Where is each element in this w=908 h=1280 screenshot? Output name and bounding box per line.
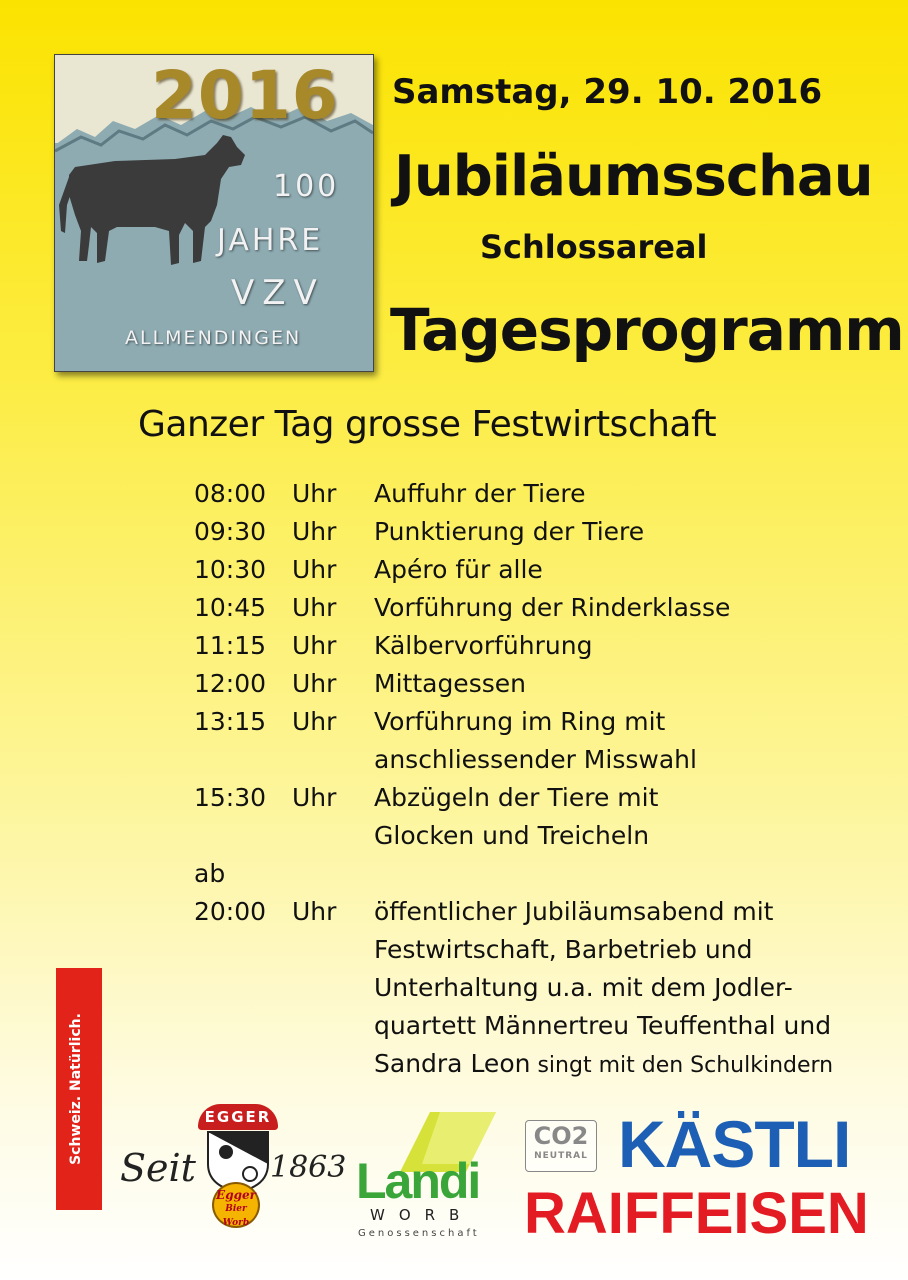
schedule-activity: Mittagessen [374,669,526,698]
egger-logo [120,1104,347,1228]
schedule-time: 15:30 [194,783,267,812]
event-title: Jubiläumsschau [394,144,873,209]
schedule-time: 10:30 [194,555,267,584]
egger-badge: Egger Bier Worb [212,1182,260,1228]
logo-100: 100 [273,169,340,204]
schedule-row [194,703,884,779]
schedule-row [194,589,884,627]
logo-year: 2016 [151,57,339,134]
sponsor-bar-text: Schweiz. Natürlich. [68,1013,84,1165]
schedule-time: 20:00 [194,897,267,926]
program-heading: Tagesprogramm [390,296,904,364]
festwirtschaft-note: Ganzer Tag grosse Festwirtschaft [138,404,717,445]
landi-logo [356,1112,496,1240]
schedule-activity: Kälbervorführung [374,631,593,660]
egger-seit: Seit [120,1146,196,1190]
schedule-row-evening [194,893,884,1085]
schedule-activity: Auffuhr der Tiere [374,479,586,508]
evening-prefix: ab [194,859,226,888]
schedule-list [194,475,884,1085]
schedule-row [194,665,884,703]
logo-allmendingen: ALLMENDINGEN [125,327,302,349]
landi-genossenschaft: Genossenschaft [358,1228,480,1239]
schedule-activity: Vorführung im Ring mit anschliessender Misswahl [374,707,697,774]
schedule-unit: Uhr [292,669,337,698]
schedule-row [194,627,884,665]
schedule-activity: Abzügeln der Tiere mit Glocken und Treicheln [374,783,659,850]
egger-ribbon: EGGER [198,1104,278,1130]
schedule-activity: Vorführung der Rinderklasse [374,593,731,622]
schedule-time: 10:45 [194,593,267,622]
egger-year: 1863 [270,1150,347,1185]
logo-vzv: VZV [231,273,325,313]
co2-label: CO2 [533,1122,589,1150]
vzv-anniversary-logo [54,54,374,372]
schedule-prefix-row [194,855,884,893]
kaestli-logo: KÄSTLI [618,1107,851,1181]
schedule-activity: Apéro für alle [374,555,543,584]
schedule-unit: Uhr [292,517,337,546]
raiffeisen-logo: RAIFFEISEN [524,1181,869,1246]
schedule-unit: Uhr [292,631,337,660]
schedule-row [194,513,884,551]
logo-jahre: JAHRE [217,223,324,258]
schedule-row [194,475,884,513]
co2-neutral-badge [525,1120,597,1172]
landi-place: WORB [370,1206,474,1224]
schedule-time: 08:00 [194,479,267,508]
co2-neutral-label: NEUTRAL [534,1151,588,1161]
schedule-unit: Uhr [292,897,337,926]
schedule-unit: Uhr [292,783,337,812]
event-date: Samstag, 29. 10. 2016 [392,72,823,112]
schedule-unit: Uhr [292,555,337,584]
schedule-unit: Uhr [292,593,337,622]
schedule-unit: Uhr [292,707,337,736]
schedule-time: 11:15 [194,631,267,660]
schedule-row [194,779,884,855]
schedule-time: 09:30 [194,517,267,546]
schedule-activity: öffentlicher Jubiläumsabend mit Festwirtschaft, Barbetrieb und Unterhaltung u.a. mit dem Jodler- quartett Männertreu Teuffenthal und Sandra Leon singt mit den Schulkindern [374,897,834,1078]
schedule-activity: Punktierung der Tiere [374,517,645,546]
schedule-unit: Uhr [292,479,337,508]
schedule-row [194,551,884,589]
landi-wordmark: Landi [356,1153,480,1209]
event-location: Schlossareal [480,228,708,266]
schedule-time: 13:15 [194,707,267,736]
schedule-time: 12:00 [194,669,267,698]
